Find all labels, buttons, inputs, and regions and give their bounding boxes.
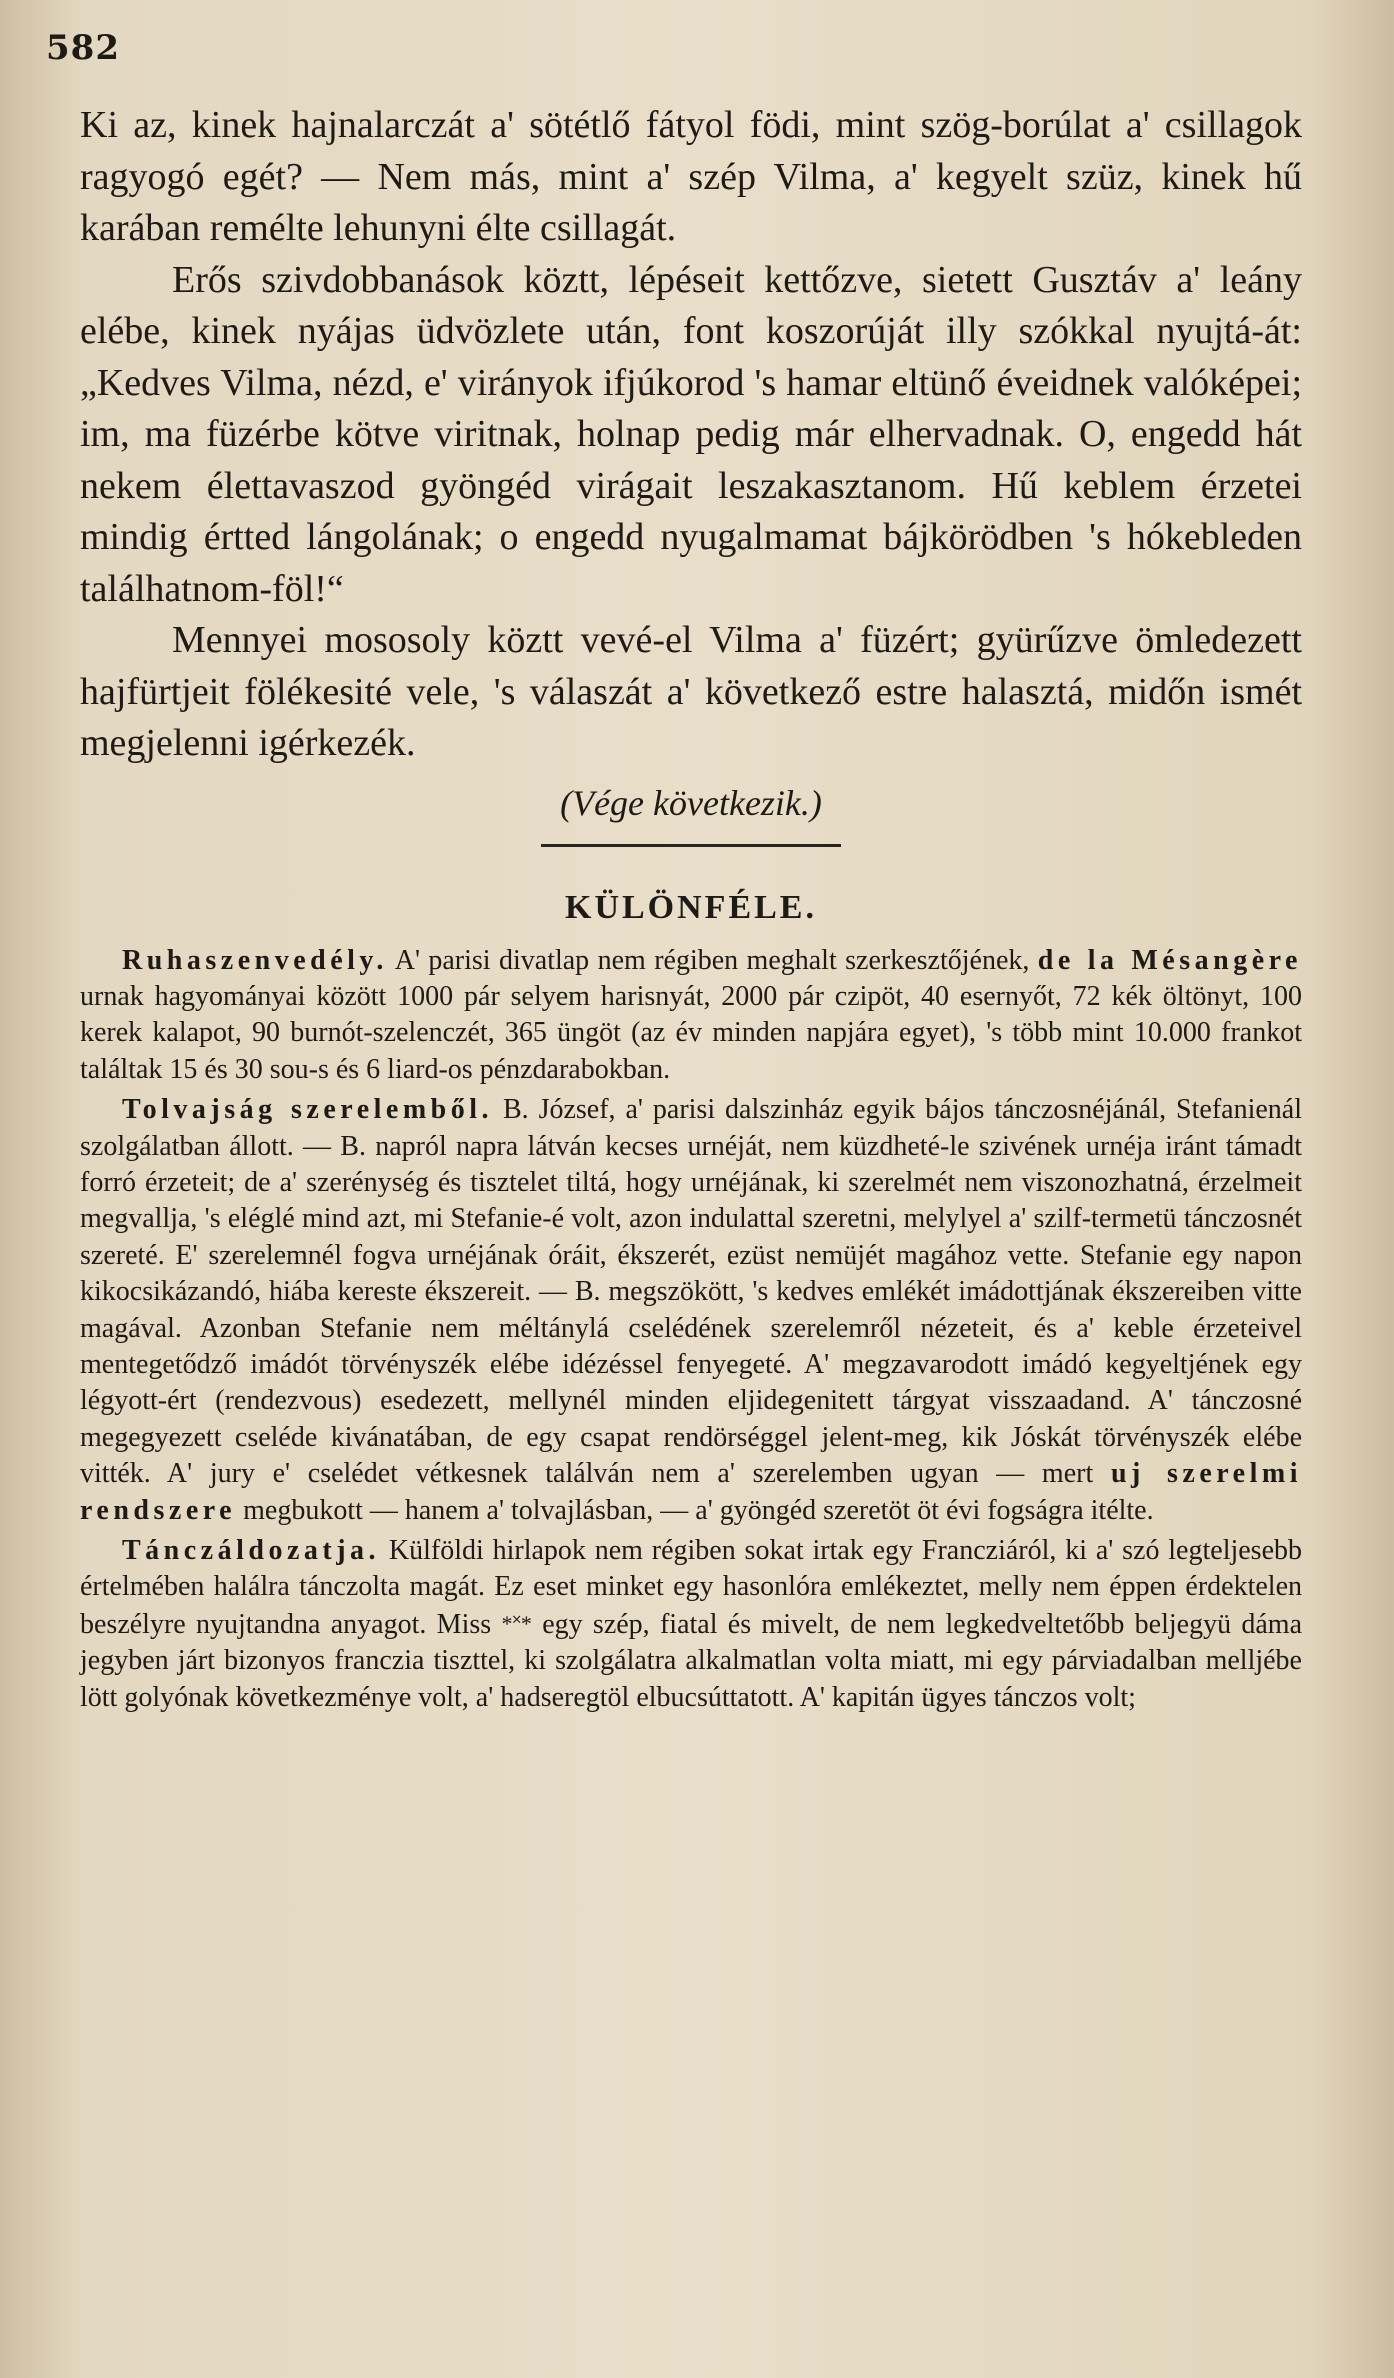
news-item: [80, 1092, 1302, 1529]
news-item-text: egy szép, fiatal és mivelt, de nem legkedveltetőbb beljegyü dáma jegyben járt bizonyos franczia tiszttel, ki szolgálatra alkalmatlan volta miatt, mi egy párviadalban melljébe lött golyónak következménye volt, a' hadseregtöl elbucsúttatott. A' kapitán ügyes tánczos volt;: [80, 1608, 1303, 1713]
story-text: [80, 100, 1302, 770]
asterism: *˟*: [501, 1610, 532, 1636]
story-paragraph: Ki az, kinek hajnalarczát a' sötétlő fátyol födi, mint szög-borúlat a' csillagok ragyogó egét? — Nem más, mint a' szép Vilma, a' kegyelt szüz, kinek hű karában remélte lehunyni élte csillagát.: [80, 104, 1302, 249]
news-item-text: megbukott — hanem a' tolvajlásban, — a' gyöngéd szeretöt öt évi fogságra itélte.: [243, 1494, 1154, 1526]
section-divider: [541, 844, 841, 847]
page-number: 582: [46, 28, 120, 68]
person-name: de la Mésangère: [1037, 944, 1302, 976]
emphasized-phrase: uj szerelmi rendszere: [80, 1458, 1302, 1526]
section-heading: KÜLÖNFÉLE.: [565, 888, 817, 926]
story-paragraph: Mennyei mososoly köztt vevé-el Vilma a' füzért; gyürűzve ömledezett hajfürtjeit fölékesité vele, 's válaszát a' következő estre halasztá, midőn ismét megjelenni igérkezék.: [80, 619, 1302, 764]
story-paragraph: Erős szivdobbanások köztt, lépéseit kettőzve, sietett Gusztáv a' leány elébe, kinek nyájas üdvözlete után, font koszorúját illy szókkal nyujtá-át: „Kedves Vilma, nézd, e' virányok ifjúkorod 's hamar eltünő éveidnek valóképei; im, ma füzérbe kötve viritnak, holnap pedig már elhervadnak. O, engedd hát nekem élettavaszod gyöngéd virágait leszakasztanom. Hű keblem érzetei mindig értted lángolának; o engedd nyugalmamat bájkörödben 's hókebleden találhatnom-föl!“: [80, 258, 1302, 610]
news-item-text: A' parisi divatlap nem régiben meghalt szerkesztőjének,: [394, 944, 1030, 976]
news-item: [80, 1533, 1302, 1716]
text-column: [80, 100, 1302, 1716]
news-item-title: Tolvajság szerelemből.: [122, 1094, 494, 1126]
miscellany-items: [80, 943, 1302, 1717]
news-item-title: Tánczáldozatja.: [122, 1535, 381, 1566]
news-item-text: urnak hagyományai között 1000 pár selyem harisnyát, 2000 pár czipöt, 40 esernyőt, 72 kék öltönyt, 100 kerek kalapot, 90 burnót-szelenczét, 365 üngöt (az év minden napjára egyet), 's több mint 10.000 frankot találtak 15 és 30 sou-s és 6 liard-os pénzdarabokban.: [80, 980, 1302, 1085]
news-item: [80, 943, 1302, 1089]
news-item-text: Külföldi hirlapok nem régiben sokat irtak egy Francziáról, ki a' szó legteljesebb értelmében halálra tánczolta magát. Ez eset minket egy hasonlóra emlékeztet, melly nem éppen érdektelen beszélyre nyujtandna anyagot. Miss: [80, 1535, 1303, 1640]
news-item-title: Ruhaszenvedély.: [122, 944, 388, 976]
to-be-continued-note: (Vége következik.): [560, 782, 822, 823]
news-item-text: B. József, a' parisi dalszinház egyik bájos tánczosnéjánál, Stefanienál szolgálatban állott. — B. napról napra látván kecses urnéját, nem küzdheté-le szivének urnéja iránt támadt forró érzeteit; de a' szerénység és tisztelet tiltá, hogy urnéjának, ki szerelmét nem viszonozhatná, érzelmeit megvallja, 's eléglé mind azt, mi Stefanie-é volt, azon indulattal szeretni, melylyel a' szilf-termetü tánczosnét szereté. E' szerelemnél fogva urnéjának óráit, ékszerét, ezüst nemüjét magához vette. Stefanie egy napon kikocsikázandó, hiába kereste ékszereit. — B. megszökött, 's kedves emlékét imádottjának ékszereiben vitte magával. Azonban Stefanie nem méltánylá cselédének szerelemről nézeteit, és a' keble érzeteivel mentegetődző imádót törvényszék elébe idézéssel fenyegeté. A' megzavarodott imádó kegyeltjének egy légyott-ért (rendezvous) esedezett, mellynél minden eljidegenitett tárgyat visszaadand. A' tánczosné megegyezett cseléde kivánatában, de egy csapat rendörséggel jelent-meg, kik Jóskát törvényszék elébe vitték. A' jury e' cselédet vétkesnek találván nem a' szerelemben ugyan — mert: [80, 1094, 1302, 1490]
